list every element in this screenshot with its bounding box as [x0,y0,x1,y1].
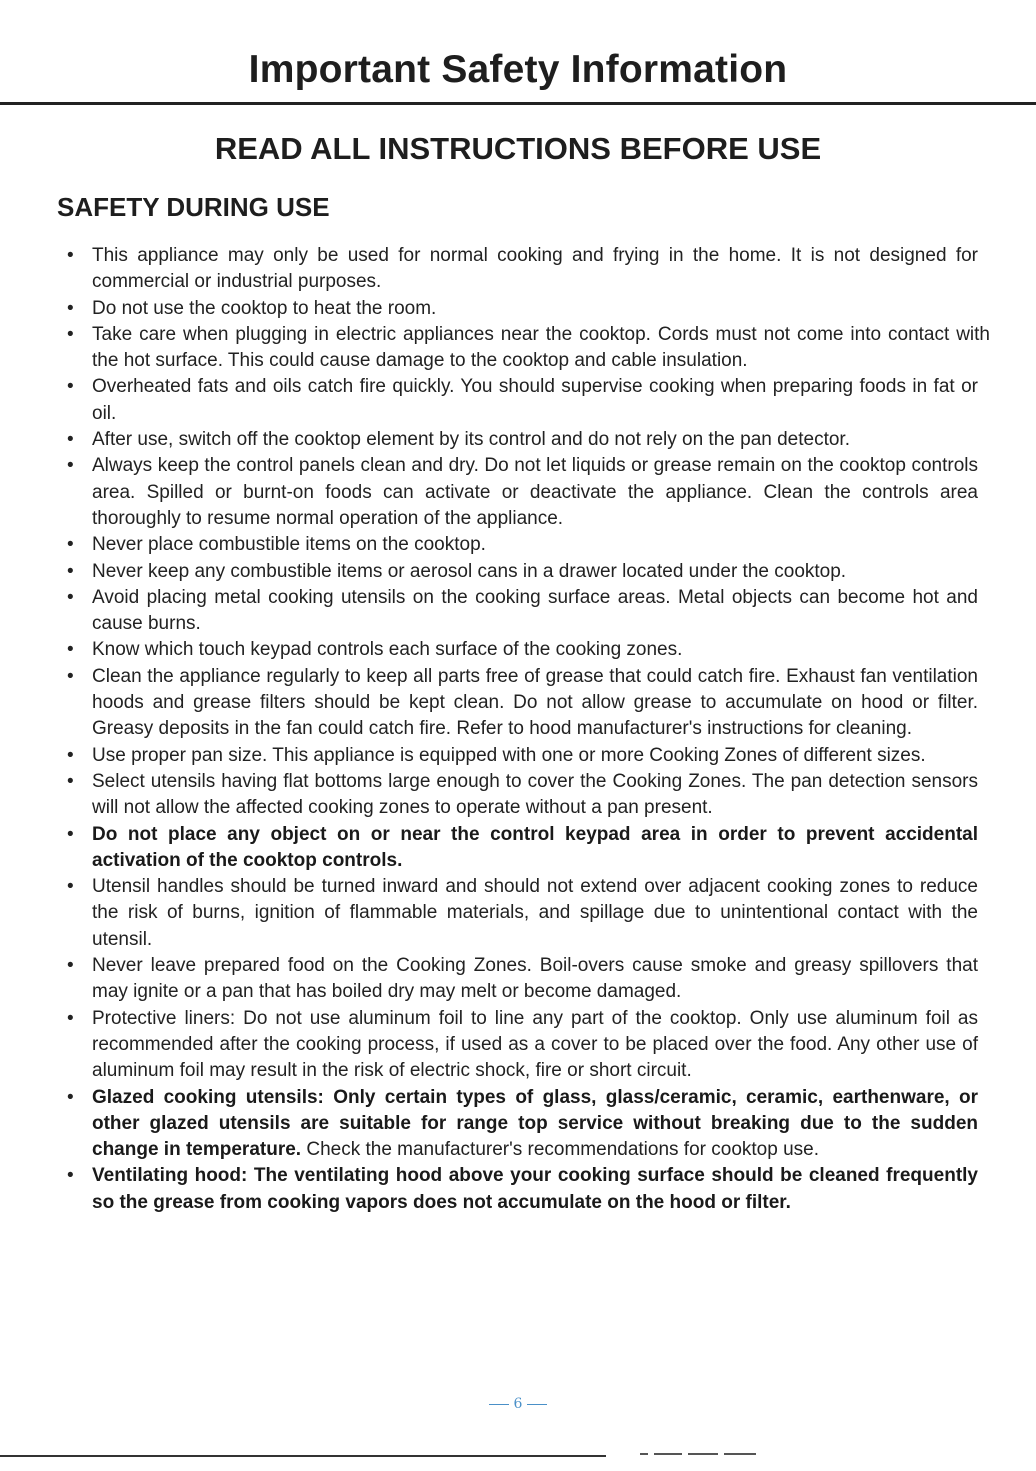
list-item [62,585,978,638]
list-item [62,1006,978,1085]
page-title: Important Safety Information [248,48,788,91]
list-item [62,322,990,375]
list-item-bold-text: Ventilating hood: The ventilating hood above your cooking surface should be cleaned frequently so the grease from cooking vapors does not accumulate on the hood or filter. [92,1165,978,1213]
edge-mark [688,1453,718,1455]
list-item-bold-text: Glazed cooking utensils: Only certain types of glass, glass/ceramic, ceramic, earthenware, or other glazed utensils are suitable for range top service without breaking due to the sudden change in temperature. [92,1086,978,1161]
list-item-text: Select utensils having flat bottoms large enough to cover the Cooking Zones. The pan detection sensors will not allow the affected cooking zones to operate without a pan present. [92,770,978,819]
list-item [62,243,978,296]
list-item-text: Utensil handles should be turned inward and should not extend over adjacent cooking zones to reduce the risk of burns, ignition of flammable materials, and spillage due to unintentional contact with the utensil. [92,876,978,950]
list-item-text: Check the manufacturer's recommendations for cooktop use. [301,1139,819,1161]
list-item [62,874,978,953]
list-item [62,296,978,322]
list-item-text: Never keep any combustible items or aerosol cans in a drawer located under the cooktop. [92,560,847,582]
list-item-text: Never leave prepared food on the Cooking Zones. Boil-overs cause smoke and greasy spillovers that may ignite or a pan that has boiled dry may melt or become damaged. [92,955,978,1003]
title-divider [0,102,1036,105]
list-item [62,427,990,453]
list-item-text: Clean the appliance regularly to keep all parts free of grease that could catch fire. Exhaust fan ventilation hoods and grease filters should be kept clean. Do not allow grease to accumulate on hood or filter. Greasy deposits in the fan could catch fire. Refer to hood manufacturer's instructions for cleaning. [92,665,978,740]
edge-mark [640,1453,648,1455]
list-item [62,953,978,1006]
page-number-dash-left [489,1404,509,1405]
list-item [62,822,978,875]
list-item-text: Do not use the cooktop to heat the room. [92,297,437,319]
edge-mark [654,1453,682,1455]
page-number-dash-right [527,1404,547,1405]
list-item [62,374,978,427]
list-item-text: Protective liners: Do not use aluminum foil to line any part of the cooktop. Only use aluminum foil as recommended after the cooking process, if used as a cover to be placed over the food. Any other use of aluminum foil may result in the risk of electric shock, fire or short circuit. [92,1007,978,1082]
bottom-divider [0,1455,606,1457]
list-item-text: This appliance may only be used for normal cooking and frying in the home. It is not designed for commercial or industrial purposes. [92,245,978,293]
list-item-bold-text: Do not place any object on or near the control keypad area in order to prevent accidental activation of the cooktop controls. [92,823,978,871]
list-item-text: Avoid placing metal cooking utensils on the cooking surface areas. Metal objects can become hot and cause burns. [92,586,978,635]
list-item [62,453,978,532]
list-item [62,1163,978,1216]
list-item [62,664,978,743]
list-item [62,743,978,769]
list-item-text: Take care when plugging in electric appliances near the cooktop. Cords must not come into contact with the hot surface. This could cause damage to the cooktop and cable insulation. [92,323,990,372]
safety-list [62,243,990,1216]
page-number [0,1396,1036,1412]
list-item-text: Know which touch keypad controls each surface of the cooking zones. [92,639,683,661]
edge-mark [724,1453,756,1455]
page-subtitle: READ ALL INSTRUCTIONS BEFORE USE [214,131,822,166]
list-item-text: Use proper pan size. This appliance is equipped with one or more Cooking Zones of different sizes. [92,744,926,766]
list-item [62,769,978,822]
section-heading: SAFETY DURING USE [57,192,330,222]
bottom-edge-marks [640,1453,770,1457]
list-item-text: After use, switch off the cooktop element by its control and do not rely on the pan detector. [92,429,850,451]
list-item-text: Overheated fats and oils catch fire quickly. You should supervise cooking when preparing foods in fat or oil. [92,376,978,424]
list-item [62,532,978,558]
list-item [62,1085,978,1164]
list-item [62,637,978,663]
list-item-text: Never place combustible items on the cooktop. [92,534,486,556]
list-item-text: Always keep the control panels clean and dry. Do not let liquids or grease remain on the cooktop controls area. Spilled or burnt-on foods can activate or deactivate the appliance. Clean the controls area thoroughly to resume normal operation of the appliance. [92,455,978,529]
page-number-value: 6 [513,1396,523,1412]
list-item [62,559,978,585]
